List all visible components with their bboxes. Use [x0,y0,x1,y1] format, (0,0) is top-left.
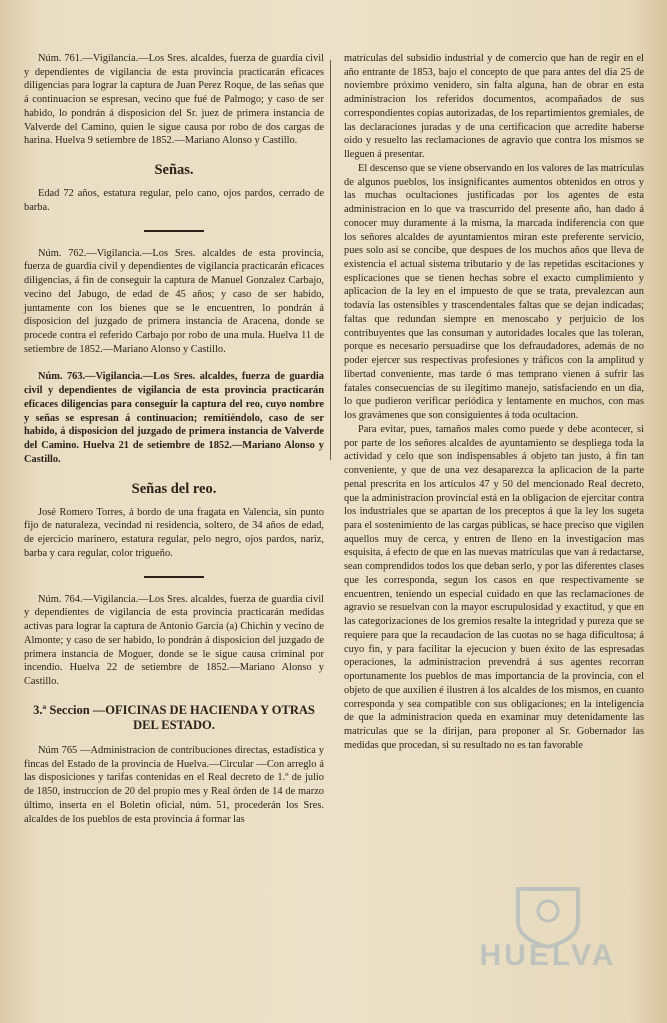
notice-765: Núm 765 —Administracion de contribuciones directas, estadística y fincas del Estado de la provincia de Huelva.—Circular —Con arreglo á las disposiciones y tarifas contenidas en el Real decreto de 1.º de julio de 1850, instruccion de 20 del propio mes y Real órden de 14 de marzo último, inserta en el Boletin oficial, núm. 51, procederán los Sres. alcaldes de los pueblos de esta provincia á formar las [24,744,324,825]
section-title: 3.ª Seccion —OFICINAS DE HACIENDA Y OTRAS DEL ESTADO. [33,702,315,733]
senas-heading: Señas. [154,162,194,179]
watermark-crest-icon [473,881,623,973]
separator-rule-2 [24,571,324,583]
archive-watermark [473,881,623,973]
separator-rule [24,225,324,237]
senas-reo-text: José Romero Torres, á bordo de una fragata en Valencia, sin punto fijo de naturaleza, vecindad ni residencia, soltero, de 34 años de edad, de ejercicio marinero, estatura regular, pelo negro, ojos pardos, nariz, barba y cara regular, color trigueño. [24,506,324,559]
left-column [24,52,324,826]
notice-764: Núm. 764.—Vigilancia.—Los Sres. alcaldes, fuerza de guardia civil y dependientes de vigilancia de esta provincia practicarán medidas activas para lograr la captura de Antonio García (a) Chichin y vecino de Almonte; y caso de ser habido, lo pondrán á disposicion del juzgado de primera instancia de Moguer, donde se le sigue causa criminal por incendio. Huelva 22 de setiembre de 1852.—Mariano Alonso y Castillo. [24,593,324,687]
notice-762: Núm. 762.—Vigilancia.—Los Sres. alcaldes de esta provincia, fuerza de guardia civil y dependientes de vigilancia practicarán eficaces diligencias, á fin de conseguir la captura de Manuel Gonzalez Carbajo, vecino del Jabugo, de edad de 45 años; y caso de ser habido, juntamente con los bienes que se le encuentren, lo pondrán á disposicion del juzgado de primera instancia de Aracena, donde se procede contra el referido Carbajo por robo de una mula. Huelva 11 de setiembre de 1852.—Mariano Alonso y Castillo. [24,247,324,355]
senas-text: Edad 72 años, estatura regular, pelo cano, ojos pardos, cerrado de barba. [24,188,324,213]
paragraph-3: Para evitar, pues, tamaños males como puede y debe acontecer, si por parte de los señores alcaldes de ayuntamiento se despliega toda la actividad y celo que son indispensables á objeto tan justo, á fin tan conveniente, y que de una vez desaparezca la aplicacion de la parte penal prescrita en los artículos 47 y 50 del mencionado Real decreto, que la administracion provincial está en la obligacion de ejercitar contra los industriales que se apartan de los preceptos á que la ley los sugeta para el sostenimiento de las cargas públicas, se hace preciso que vigilen aquellos muy de cerca, y entren de lleno en la investigacion mas esquisita, á efecto de que en las nuevas matrículas que van á redactarse, sean comprendidos todos los que deban serlo, y por las diferentes clases que les corresponda, segun los casos en que respectivamente se encuentren, teniendo un especial cuidado en que las reclamaciones de agravio se resuelvan con la mayor escrupulosidad y exactitud, y que en las categorizaciones de los gremios resalte la integridad y pureza que se requiere para que la recaudacion de las cuotas no se haga dificultosa; á cuyo fin, y para facilitar la ejecucion y buen éxito de las espresadas operaciones, la administracion prevendrá á sus agentes recorran oportunamente los pueblos de mas importancia de la provincia, con el objeto de que auxilien é ilustren á los alcaldes de los mismos, en cuanto corresponda y sea compatible con sus obligaciones; en la inteligencia de que la administracion queda en examinar muy detenidamente las matrículas que se la dirijan, para proponer al Sr. Gobernador las medidas que procedan, si su resultado no es tan favorable [344,423,644,751]
senas-reo-heading: Señas del reo. [131,480,217,497]
watermark-text: HUELVA [479,939,617,972]
right-column [344,52,644,752]
notice-761: Núm. 761.—Vigilancia.—Los Sres. alcaldes, fuerza de guardia civil y dependientes de vigilancia de esta provincia practicarán eficaces diligencias para lograr la captura de Juan Perez Roque, de las señas que á continuacion se espresan, vecino que fué de Palmogo; y caso de ser habido, lo pondrán á disposicion del Sr. juez de primera instancia de Valverde del Camino, quien le sigue causa por robo de dos cargas de harina. Huelva 9 setiembre de 1852.—Mariano Alonso y Castillo. [24,53,324,147]
notice-763: Núm. 763.—Vigilancia.—Los Sres. alcaldes, fuerza de guardia civil y dependientes de vigilancia de esta provincia practicarán eficaces diligencias para conseguir la captura del reo, cuyo nombre y señas se espresan á continuacion; remitiéndolo, caso de ser habido, á disposicion del juzgado de primera instancia de Valverde del Camino. Huelva 21 de setiembre de 1852.—Mariano Alonso y Castillo. [24,371,324,465]
paragraph-2: El descenso que se viene observando en los valores de las matrículas de algunos pueblos, los insignificantes aumentos obtenidos en otros y las muchas ocultaciones justificadas por los agentes de esta administracion en lo que va trascurrido del presente año, han dado á conocer muy duramente á la misma, la marcada indiferencia con que los señores alcaldes de ayuntamientos miran este preferente servicio, pues solo así se concibe, que despues de los muchos años que lleva de existencia el actual sistema tributario y de las repetidas escitaciones y esplicaciones que se tienen hechas sobre el exacto cumplimiento y aplicacion de la ley en el impuesto de que se trata, prevalezcan aun todavía las ostensibles y trascendentales faltas que se dejan indicadas; faltas que redundan siempre en menoscabo y perjuicio de los contribuyentes que las consuman y autoridades locales que las toleran, porque es necesario persuadirse que los defraudadores, además de no poder ejercer sus respectivas profesiones y tráficos con la amplitud y libertad conveniente, mas tarde ó mas temprano vienen á sufrir las fatales consecuencias de su ilegítimo manejo, satisfaciendo en un dia, lo que pudieron verificar periódica y lentamente en muchos, con mas los gravámenes que son consiguientes á toda ocultacion. [344,162,644,422]
paragraph-1: matrículas del subsidio industrial y de comercio que han de regir en el año entrante de 1853, bajo el concepto de que para antes del dia 25 de noviembre próximo venidero, sin falta alguna, han de obrar en esta administracion los referidos documentos, acompañados de sus correspondientes copias autorizadas, de los repartimientos gremiales, de las declaraciones juradas y de una certificacion que acredite haberse oido y resuelto las reclamaciones de agravio que contra los mismos se lleguen á presentar. [344,53,644,161]
column-divider [330,60,331,460]
